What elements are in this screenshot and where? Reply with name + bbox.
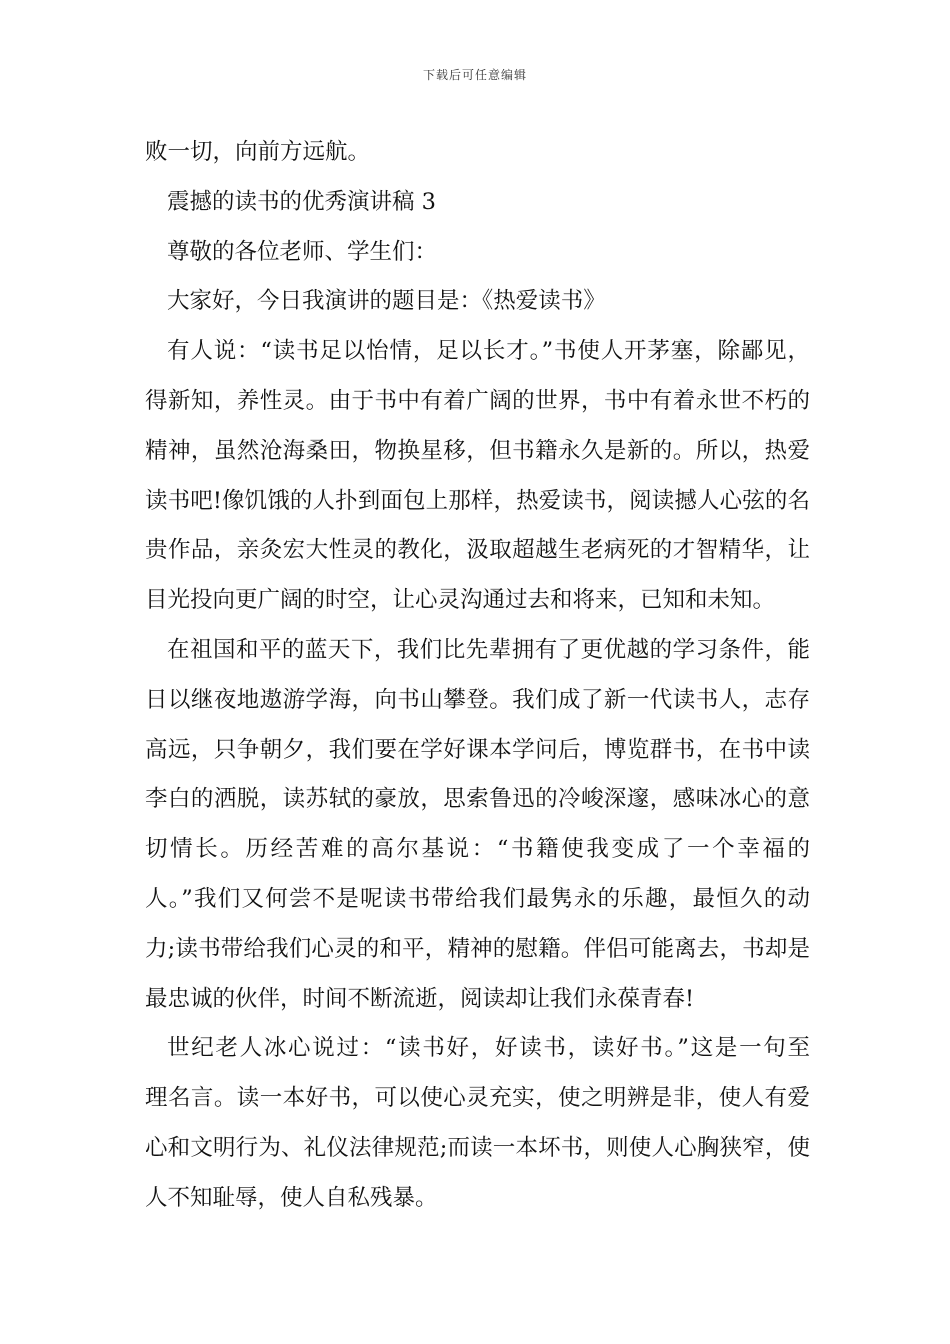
- page-header: 下载后可任意编辑: [422, 68, 527, 82]
- section-heading: 震撼的读书的优秀演讲稿 3: [167, 188, 436, 215]
- text-line: 人。”我们又何尝不是呢读书带给我们最隽永的乐趣，最恒久的动: [145, 885, 810, 912]
- text-line: 贵作品，亲灸宏大性灵的教化，汲取超越生老病死的才智精华，让: [145, 537, 810, 564]
- text-line: 心和文明行为、礼仪法律规范;而读一本坏书，则使人心胸狭窄，使: [145, 1134, 810, 1161]
- salutation: 尊敬的各位老师、学生们：: [167, 238, 438, 265]
- text-line: 有人说：“读书足以怡情，足以长才。”书使人开茅塞，除鄙见，: [167, 338, 810, 365]
- text-line: 读书吧!像饥饿的人扑到面包上那样，热爱读书，阅读撼人心弦的名: [145, 487, 810, 514]
- text-line: 精神，虽然沧海桑田，物换星移，但书籍永久是新的。所以，热爱: [145, 437, 810, 464]
- text-line: 切情长。历经苦难的高尔基说：“书籍使我变成了一个幸福的: [145, 836, 810, 863]
- document-body: [145, 128, 810, 1224]
- text-line: 人不知耻辱，使人自私残暴。: [145, 1184, 438, 1211]
- text-line: 李白的洒脱，读苏轼的豪放，思索鲁迅的冷峻深邃，感味冰心的意: [145, 786, 810, 813]
- text-line: 败一切，向前方远航。: [145, 139, 371, 165]
- text-line: 得新知，养性灵。由于书中有着广阔的世界，书中有着永世不朽的: [145, 387, 810, 414]
- text-line: 日以继夜地遨游学海，向书山攀登。我们成了新一代读书人，志存: [145, 686, 810, 713]
- text-line: 理名言。读一本好书，可以使心灵充实，使之明辨是非，使人有爱: [145, 1085, 810, 1112]
- text-line: 世纪老人冰心说过：“读书好，好读书，读好书。”这是一句至: [167, 1035, 810, 1062]
- text-line: 最忠诚的伙伴，时间不断流逝，阅读却让我们永葆青春!: [145, 985, 695, 1012]
- speech-title-line: 大家好，今日我演讲的题目是：《热爱读书》: [167, 288, 606, 315]
- text-line: 目光投向更广阔的时空，让心灵沟通过去和将来，已知和未知。: [145, 587, 776, 614]
- text-line: 高远，只争朝夕，我们要在学好课本学问后，博览群书，在书中读: [145, 736, 810, 763]
- text-line: 力;读书带给我们心灵的和平，精神的慰籍。伴侣可能离去，书却是: [145, 935, 810, 962]
- text-line: 在祖国和平的蓝天下，我们比先辈拥有了更优越的学习条件，能: [167, 636, 810, 663]
